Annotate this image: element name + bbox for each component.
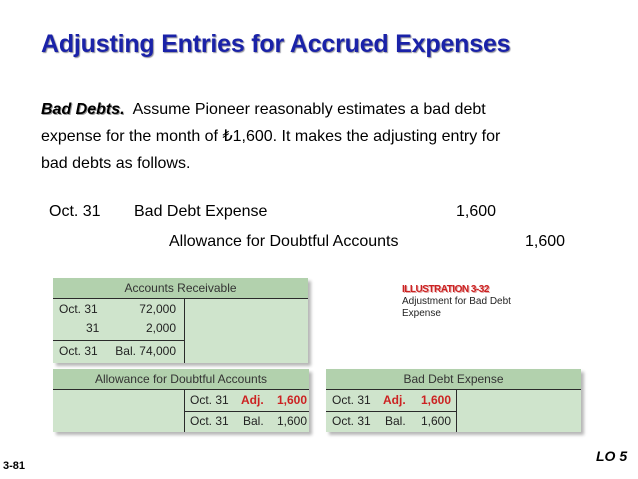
allow-row2-label: Bal. [243, 414, 264, 428]
journal-date: Oct. 31 [49, 203, 101, 220]
ar-row3-date: Oct. 31 [59, 344, 98, 358]
paragraph-line-2: expense for the month of ₺1,600. It makes the adjusting entry for [41, 128, 501, 145]
explanation-paragraph [41, 96, 621, 177]
bde-row1-date: Oct. 31 [332, 393, 371, 407]
allow-row2-amount: 1,600 [276, 414, 307, 428]
learning-objective: LO 5 [596, 448, 628, 464]
t-account-balance-rule [184, 411, 309, 412]
t-account-title: Allowance for Doubtful Accounts [53, 369, 309, 389]
t-account-title: Accounts Receivable [53, 278, 308, 298]
allow-row1-label: Adj. [241, 393, 264, 407]
bde-row2-amount: 1,600 [420, 414, 451, 428]
ar-row2-amount: 2,000 [145, 321, 176, 335]
illustration-caption-line-1: Adjustment for Bad Debt [402, 296, 511, 307]
slide-title: Adjusting Entries for Accrued Expenses [41, 30, 511, 58]
t-account-rule [326, 389, 581, 390]
illustration-number: ILLUSTRATION 3-32 [402, 284, 489, 295]
bde-row1-label: Adj. [383, 393, 406, 407]
ar-row2-date: 31 [86, 321, 100, 335]
ar-row1-amount: 72,000 [139, 302, 176, 316]
journal-credit-account: Allowance for Doubtful Accounts [169, 233, 399, 250]
t-account-allowance [53, 369, 309, 432]
ar-row1-date: Oct. 31 [59, 302, 98, 316]
slide-number: 3-81 [3, 460, 26, 472]
bde-row1-amount: 1,600 [420, 393, 451, 407]
journal-credit-amount: 1,600 [525, 233, 566, 250]
t-account-rule [53, 389, 309, 390]
paragraph-line-1-rest: Assume Pioneer reasonably estimates a bad debt [124, 101, 486, 118]
t-account-divider [184, 298, 185, 363]
paragraph-line-1 [41, 96, 621, 123]
t-account-accounts-receivable [53, 278, 308, 363]
ar-row3-amount: Bal. 74,000 [115, 344, 176, 358]
t-account-balance-rule [53, 340, 184, 341]
journal-debit-amount: 1,600 [456, 203, 497, 220]
illustration-caption [402, 284, 552, 319]
allow-row1-date: Oct. 31 [190, 393, 229, 407]
bde-row2-date: Oct. 31 [332, 414, 371, 428]
journal-debit-account: Bad Debt Expense [134, 203, 268, 220]
paragraph-lead: Bad Debts. [41, 101, 125, 118]
t-account-bad-debt-expense [326, 369, 581, 432]
paragraph-line-3: bad debts as follows. [41, 155, 191, 172]
illustration-caption-line-2: Expense [402, 308, 441, 319]
bde-row2-label: Bal. [385, 414, 406, 428]
t-account-title: Bad Debt Expense [326, 369, 581, 389]
allow-row2-date: Oct. 31 [190, 414, 229, 428]
allow-row1-amount: 1,600 [276, 393, 307, 407]
t-account-divider [456, 389, 457, 432]
t-account-balance-rule [326, 411, 456, 412]
t-account-rule [53, 298, 308, 299]
